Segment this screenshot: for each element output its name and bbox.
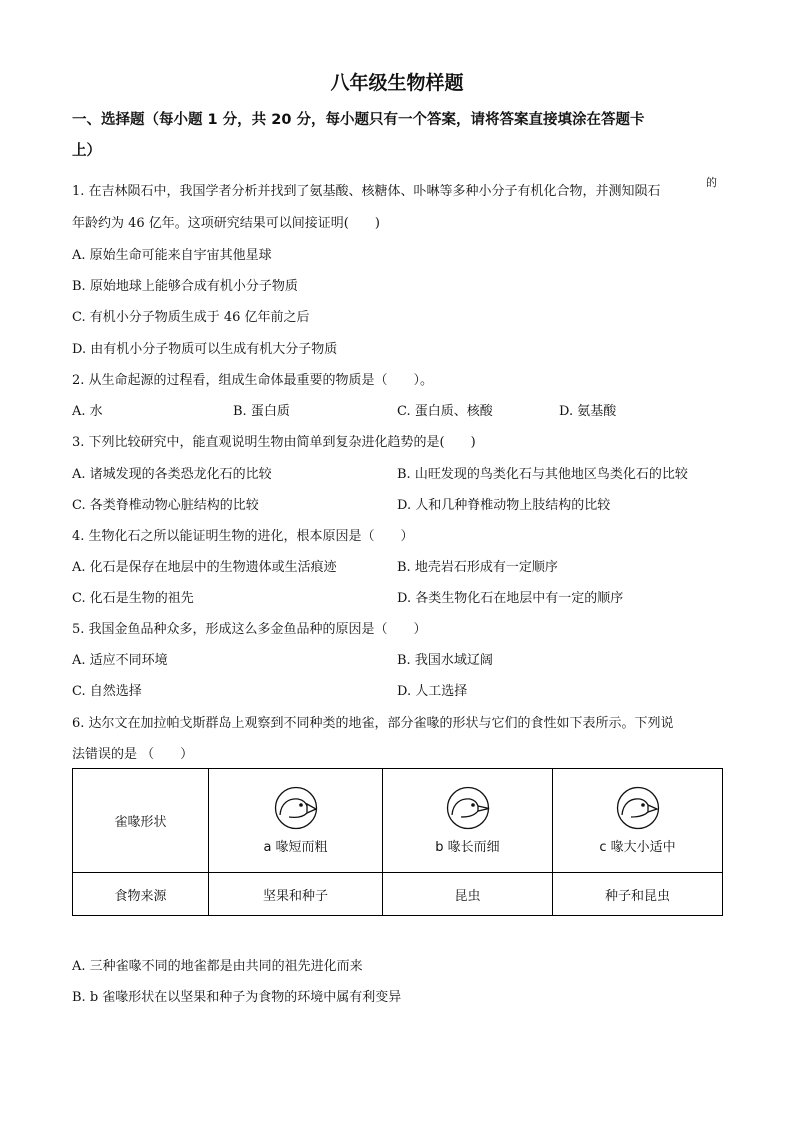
q3-option-c: C. 各类脊椎动物心脏结构的比较 [72, 498, 259, 513]
q6-option-a: A. 三种雀喙不同的地雀都是由共同的祖先进化而来 [72, 959, 363, 974]
finch-head-icon [444, 786, 492, 830]
q5-option-b: B. 我国水域辽阔 [397, 653, 493, 668]
food-cell-c: 种子和昆虫 [553, 873, 723, 916]
q4-option-a: A. 化石是保存在地层中的生物遗体或生活痕迹 [72, 560, 337, 575]
beak-caption-b: b 喙长而细 [435, 840, 500, 855]
q6-stem-line2: 法错误的是 （ ） [72, 747, 194, 762]
q1-option-a: A. 原始生命可能来自宇宙其他星球 [72, 248, 272, 263]
beak-shape-table [72, 768, 723, 916]
page-title: 八年级生物样题 [330, 72, 464, 94]
q5-stem: 5. 我国金鱼品种众多，形成这么多金鱼品种的原因是（ ） [72, 622, 427, 637]
beak-cell-b [383, 769, 553, 873]
section-heading-line1: 一、选择题（每小题 1 分，共 20 分，每小题只有一个答案，请将答案直接填涂在答题卡 [72, 112, 645, 128]
q2-stem: 2. 从生命起源的过程看，组成生命体最重要的物质是（ ）。 [72, 373, 434, 388]
q1-option-c: C. 有机小分子物质生成于 46 亿年前之后 [72, 310, 310, 325]
food-cell-b: 昆虫 [383, 873, 553, 916]
section-heading-line2: 上） [72, 143, 101, 159]
table-row [73, 873, 723, 916]
q1-option-d: D. 由有机小分子物质可以生成有机大分子物质 [72, 342, 338, 357]
q5-option-c: C. 自然选择 [72, 684, 142, 699]
q2-option-b: B. 蛋白质 [233, 404, 290, 419]
finch-head-icon [272, 786, 320, 830]
q5-option-a: A. 适应不同环境 [72, 653, 168, 668]
beak-caption-a: a 喙短而粗 [263, 840, 328, 855]
q6-stem-line1: 6. 达尔文在加拉帕戈斯群岛上观察到不同种类的地雀，部分雀喙的形状与它们的食性如下表所示。下列说 [72, 716, 674, 731]
q1-stem-line2: 年龄约为 46 亿年。这项研究结果可以间接证明( ) [72, 216, 380, 231]
q3-option-a: A. 诸城发现的各类恐龙化石的比较 [72, 467, 272, 482]
q4-option-b: B. 地壳岩石形成有一定顺序 [397, 560, 558, 575]
q2-option-a: A. 水 [72, 404, 103, 419]
row-header-beak-shape: 雀喙形状 [73, 769, 209, 873]
q3-option-d: D. 人和几种脊椎动物上肢结构的比较 [397, 498, 611, 513]
q3-option-b: B. 山旺发现的鸟类化石与其他地区鸟类化石的比较 [397, 467, 688, 482]
beak-caption-c: c 喙大小适中 [599, 840, 676, 855]
q6-option-b: B. b 雀喙形状在以坚果和种子为食物的环境中属有利变异 [72, 990, 402, 1005]
q1-stem-superscript: 的 [706, 176, 717, 189]
table-row [73, 769, 723, 873]
q2-option-c: C. 蛋白质、核酸 [397, 404, 493, 419]
q3-stem: 3. 下列比较研究中，能直观说明生物由简单到复杂进化趋势的是( ) [72, 435, 476, 450]
q4-stem: 4. 生物化石之所以能证明生物的进化，根本原因是（ ） [72, 529, 414, 544]
food-cell-a: 坚果和种子 [209, 873, 383, 916]
beak-cell-c [553, 769, 723, 873]
q4-option-d: D. 各类生物化石在地层中有一定的顺序 [397, 591, 624, 606]
finch-head-icon [614, 786, 662, 830]
q5-option-d: D. 人工选择 [397, 684, 468, 699]
row-header-food-source: 食物来源 [73, 873, 209, 916]
q1-option-b: B. 原始地球上能够合成有机小分子物质 [72, 279, 298, 294]
q4-option-c: C. 化石是生物的祖先 [72, 591, 194, 606]
q2-option-d: D. 氨基酸 [559, 404, 617, 419]
q1-stem-line1: 1. 在吉林陨石中，我国学者分析并找到了氨基酸、核糖体、卟啉等多种小分子有机化合物，并测知陨石 [72, 184, 661, 199]
beak-cell-a [209, 769, 383, 873]
